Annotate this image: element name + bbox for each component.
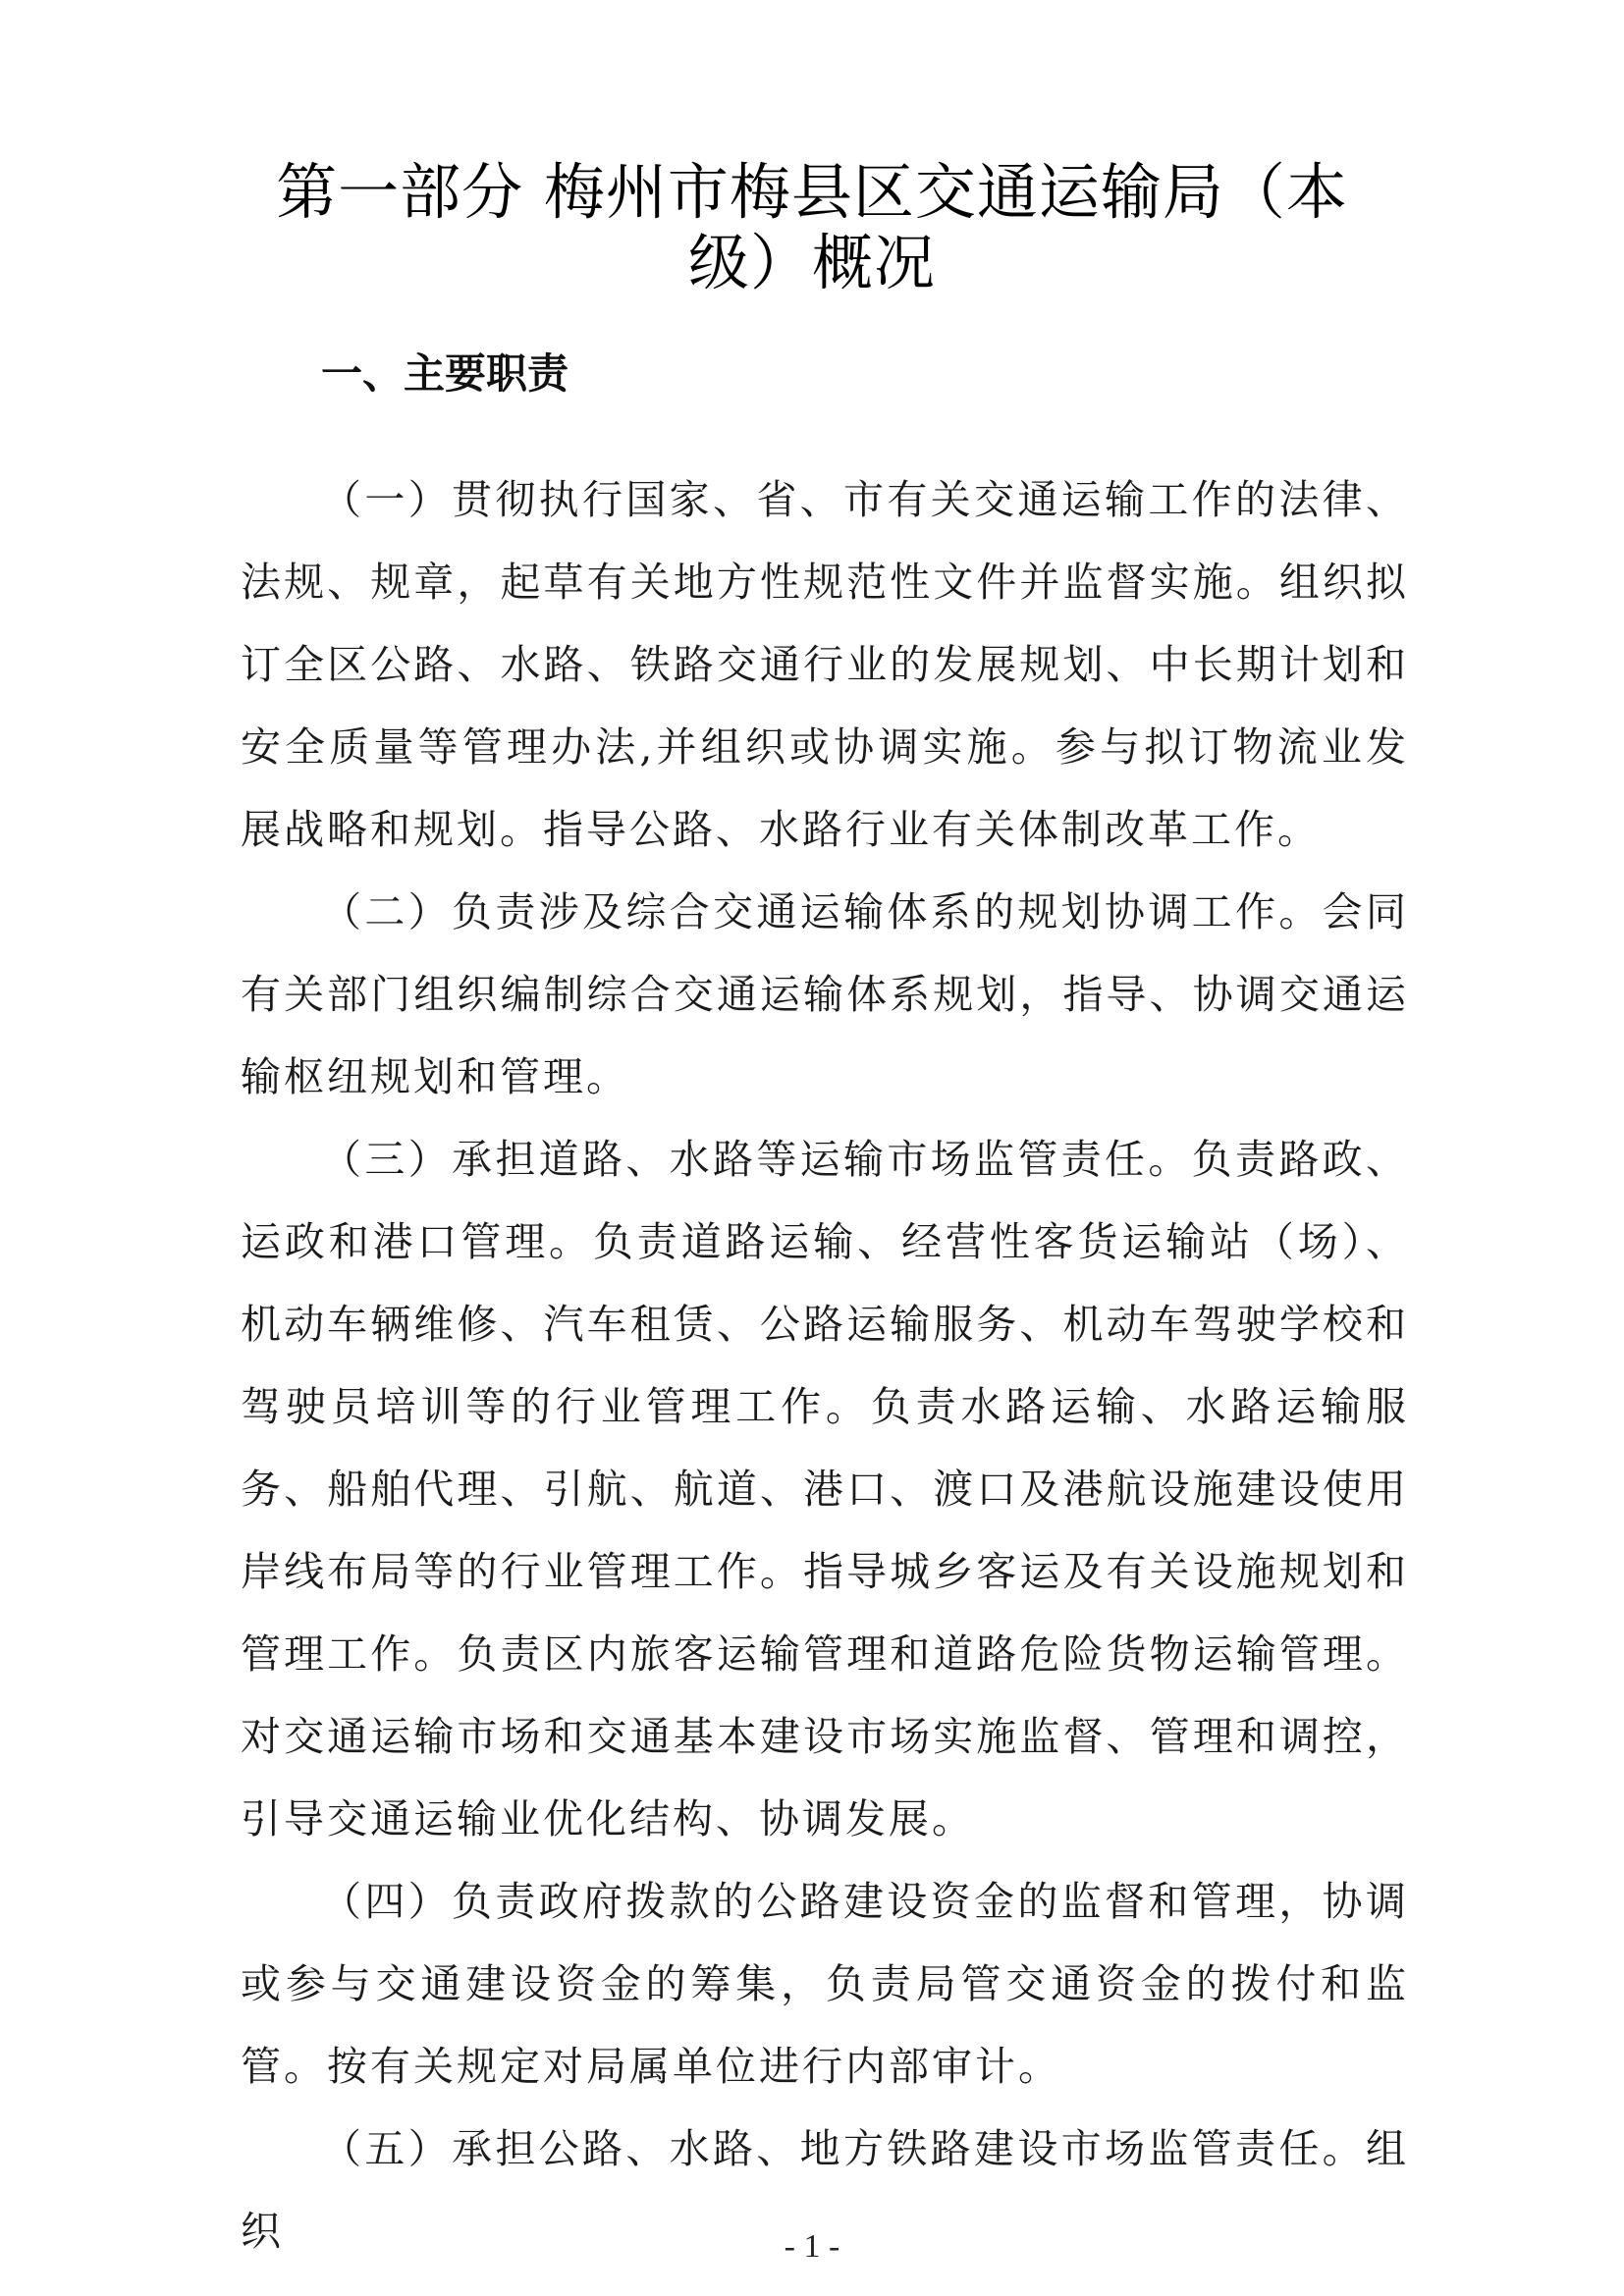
title-line-1: 第一部分 梅州市梅县区交通运输局（本 <box>276 156 1348 228</box>
paragraph-1: （一）贯彻执行国家、省、市有关交通运输工作的法律、法规、规章，起草有关地方性规范性文件并监督实施。组织拟订全区公路、水路、铁路交通行业的发展规划、中长期计划和安全质量等管理办法,并组织或协调实施。参与拟订物流业发展战略和规划。指导公路、水路行业有关体制改革工作。 <box>241 476 1409 853</box>
title-line-2: 级）概况 <box>687 227 936 298</box>
paragraph-4: （四）负责政府拨款的公路建设资金的监督和管理，协调或参与交通建设资金的筹集，负责局管交通资金的拨付和监管。按有关规定对局属单位进行内部审计。 <box>241 1878 1409 2090</box>
paragraph-2: （二）负责涉及综合交通运输体系的规划协调工作。会同有关部门组织编制综合交通运输体系规划，指导、协调交通运输枢纽规划和管理。 <box>241 888 1409 1100</box>
page-title <box>236 157 1388 298</box>
paragraph-3: （三）承担道路、水路等运输市场监管责任。负责路政、运政和港口管理。负责道路运输、经营性客货运输站（场）、机动车辆维修、汽车租赁、公路运输服务、机动车驾驶学校和驾驶员培训等的行业管理工作。负责水路运输、水路运输服务、船舶代理、引航、航道、港口、渡口及港航设施建设使用岸线布局等的行业管理工作。指导城乡客运及有关设施规划和管理工作。负责区内旅客运输管理和道路危险货物运输管理。对交通运输市场和交通基本建设市场实施监督、管理和调控，引导交通运输业优化结构、协调发展。 <box>241 1136 1409 1842</box>
document-body <box>241 458 1409 2272</box>
paragraph-5: （五）承担公路、水路、地方铁路建设市场监管责任。组织 <box>241 2125 1409 2255</box>
section-heading: 一、主要职责 <box>321 349 569 398</box>
page-number: - 1 - <box>784 2228 840 2265</box>
